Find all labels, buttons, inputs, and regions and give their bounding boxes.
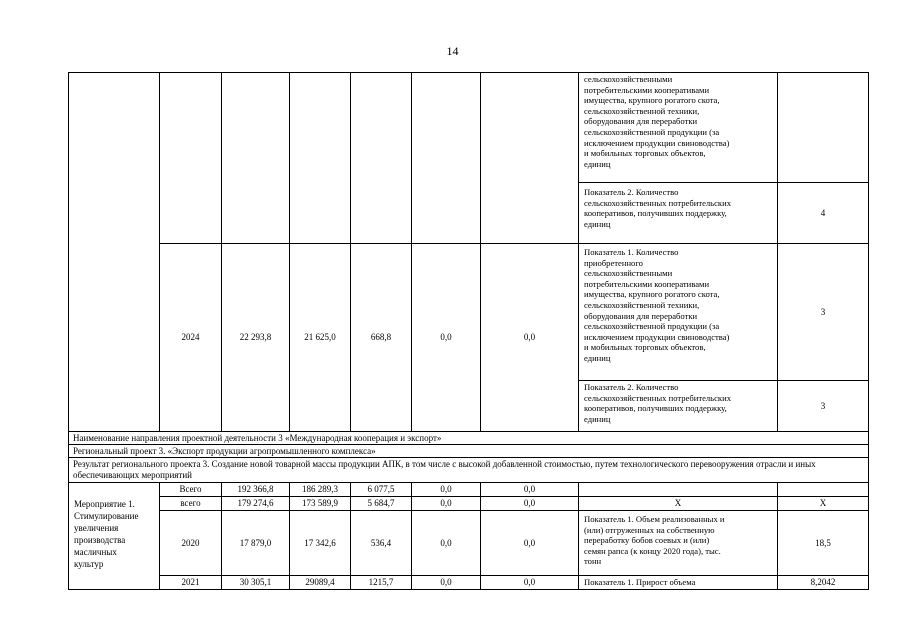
page-number: 14 [446,44,459,58]
project-header-row [68,444,869,458]
cell-year [159,496,222,511]
indicator-cell [578,496,778,511]
regional-value: 5 684,7 [367,498,395,508]
extra-value: 0,0 [523,498,536,508]
indicator-value-cell [777,510,869,576]
regional-value: 668,8 [370,332,392,342]
cell-local [411,496,481,511]
cell-extra [480,575,579,590]
indicator-cell [578,380,778,432]
indicator-value-cell [777,380,869,432]
cell-total [221,72,290,244]
indicator-text: Показатель 1. Объем реализованных и (или) отгруженных на собственную переработку бобов соевых и (или) семян рапса (к концу 2020 года), тыс. тонн [584,514,725,567]
year-value: 2021 [181,577,200,587]
direction-header-row [68,431,869,445]
indicator-value-cell [777,575,869,590]
indicator-value: 18,5 [815,537,831,548]
total-value: 17 879,0 [239,537,272,548]
year-value: Всего [179,484,202,494]
measure-name: Мероприятие 1. Стимулирование увеличения производства масличных культур [74,499,139,569]
indicator-text: Показатель 1. Количество приобретенного сельскохозяйственными потребительскими кооперативами имущества, крупного рогатого скота, сельскохозяйственной техники, оборудования для переработки сельскохозяйственной продукции (за исключением продукции свиноводства) и мобильных торговых объектов, единиц [584,247,730,363]
regional-value: 6 077,5 [367,484,395,494]
cell-extra [480,510,579,576]
cell-extra [480,496,579,511]
project-title: Региональный проект 3. «Экспорт продукции агропромышленного комплекса» [73,446,376,456]
federal-value: 21 625,0 [304,332,336,342]
federal-value: 186 289,3 [302,484,338,494]
indicator-cell [578,182,778,244]
total-value: 22 293,8 [239,332,272,342]
year-value: всего [180,498,201,508]
indicator-value: 8,2042 [810,577,836,587]
cell-federal [289,243,351,432]
cell-regional [350,510,412,576]
indicator-value-cell [777,482,869,497]
extra-value: 0,0 [523,577,536,587]
total-value: 192 366,8 [237,484,274,494]
cell-local [411,482,481,497]
local-value: 0,0 [440,498,452,508]
indicator-cell [578,243,778,381]
cell-regional [350,575,412,590]
cell-regional [350,496,412,511]
total-value: 30 305,1 [239,577,272,587]
cell-total [221,575,290,590]
cell-regional [350,243,412,432]
federal-value: 173 589,9 [302,498,338,508]
indicator-value: 3 [820,400,826,411]
indicator-text: Х [674,498,682,508]
indicator-text: Показатель 2. Количество сельскохозяйственных потребительских кооперативов, получивших поддержку, единиц [584,382,731,424]
cell-federal [289,575,351,590]
indicator-value-cell [777,496,869,511]
cell-year [159,243,222,432]
cell-local [411,243,481,432]
indicator-value-cell [777,72,869,183]
extra-value: 0,0 [523,332,536,342]
extra-value: 0,0 [523,484,536,494]
cell-regional [350,72,412,244]
indicator-value: 4 [820,207,826,218]
result-title: Результат регионального проекта 3. Создание новой товарной массы продукции АПК, в том числе с высокой добавленной стоимостью, путем технологического перевооружения отрасли и иных обеспечивающих мероприятий [73,459,816,480]
cell-year [159,482,222,497]
indicator-cell [578,72,778,183]
indicator-text: сельскохозяйственными потребительскими кооперативами имущества, крупного рогатого скота, сельскохозяйственной техники, оборудования для переработки сельскохозяйственной продукции (за исключением продукции свиноводства) и мобильных торговых объектов, единиц [584,74,730,169]
cell-year [159,510,222,576]
local-value: 0,0 [440,577,452,587]
result-header-row [68,457,869,483]
cell-total [221,496,290,511]
total-value: 179 274,6 [237,498,274,508]
year-value: 2020 [181,537,200,548]
local-value: 0,0 [440,537,452,548]
indicator-text: Показатель 2. Количество сельскохозяйственных потребительских кооперативов, получивших поддержку, единиц [584,187,731,229]
local-value: 0,0 [440,484,452,494]
indicator-value: Х [819,498,827,508]
indicator-cell [578,510,778,576]
cell-extra [480,243,579,432]
indicator-value: 3 [820,306,826,317]
federal-value: 29089,4 [305,577,335,587]
cell-federal [289,496,351,511]
local-value: 0,0 [440,332,452,342]
cell-year [159,575,222,590]
cell-local [411,510,481,576]
indicator-value-cell [777,243,869,381]
direction-title: Наименование направления проектной деятельности 3 «Международная кооперация и экспорт» [73,433,442,443]
federal-value: 17 342,6 [304,537,336,548]
cell-federal [289,482,351,497]
cell-extra [480,72,579,244]
cell-local [411,575,481,590]
measure-name-cell [68,72,160,432]
cell-total [221,243,290,432]
regional-value: 1215,7 [368,577,394,587]
indicator-value-cell [777,182,869,244]
cell-local [411,72,481,244]
indicator-text: Показатель 1. Прирост объема [584,577,696,587]
cell-federal [289,72,351,244]
cell-federal [289,510,351,576]
cell-total [221,482,290,497]
cell-extra [480,482,579,497]
cell-regional [350,482,412,497]
indicator-cell [578,482,778,497]
measure-name-cell [68,482,160,590]
extra-value: 0,0 [523,537,536,548]
indicator-cell [578,575,778,590]
cell-year [159,72,222,244]
cell-total [221,510,290,576]
year-value: 2024 [181,332,200,342]
regional-value: 536,4 [370,537,392,548]
